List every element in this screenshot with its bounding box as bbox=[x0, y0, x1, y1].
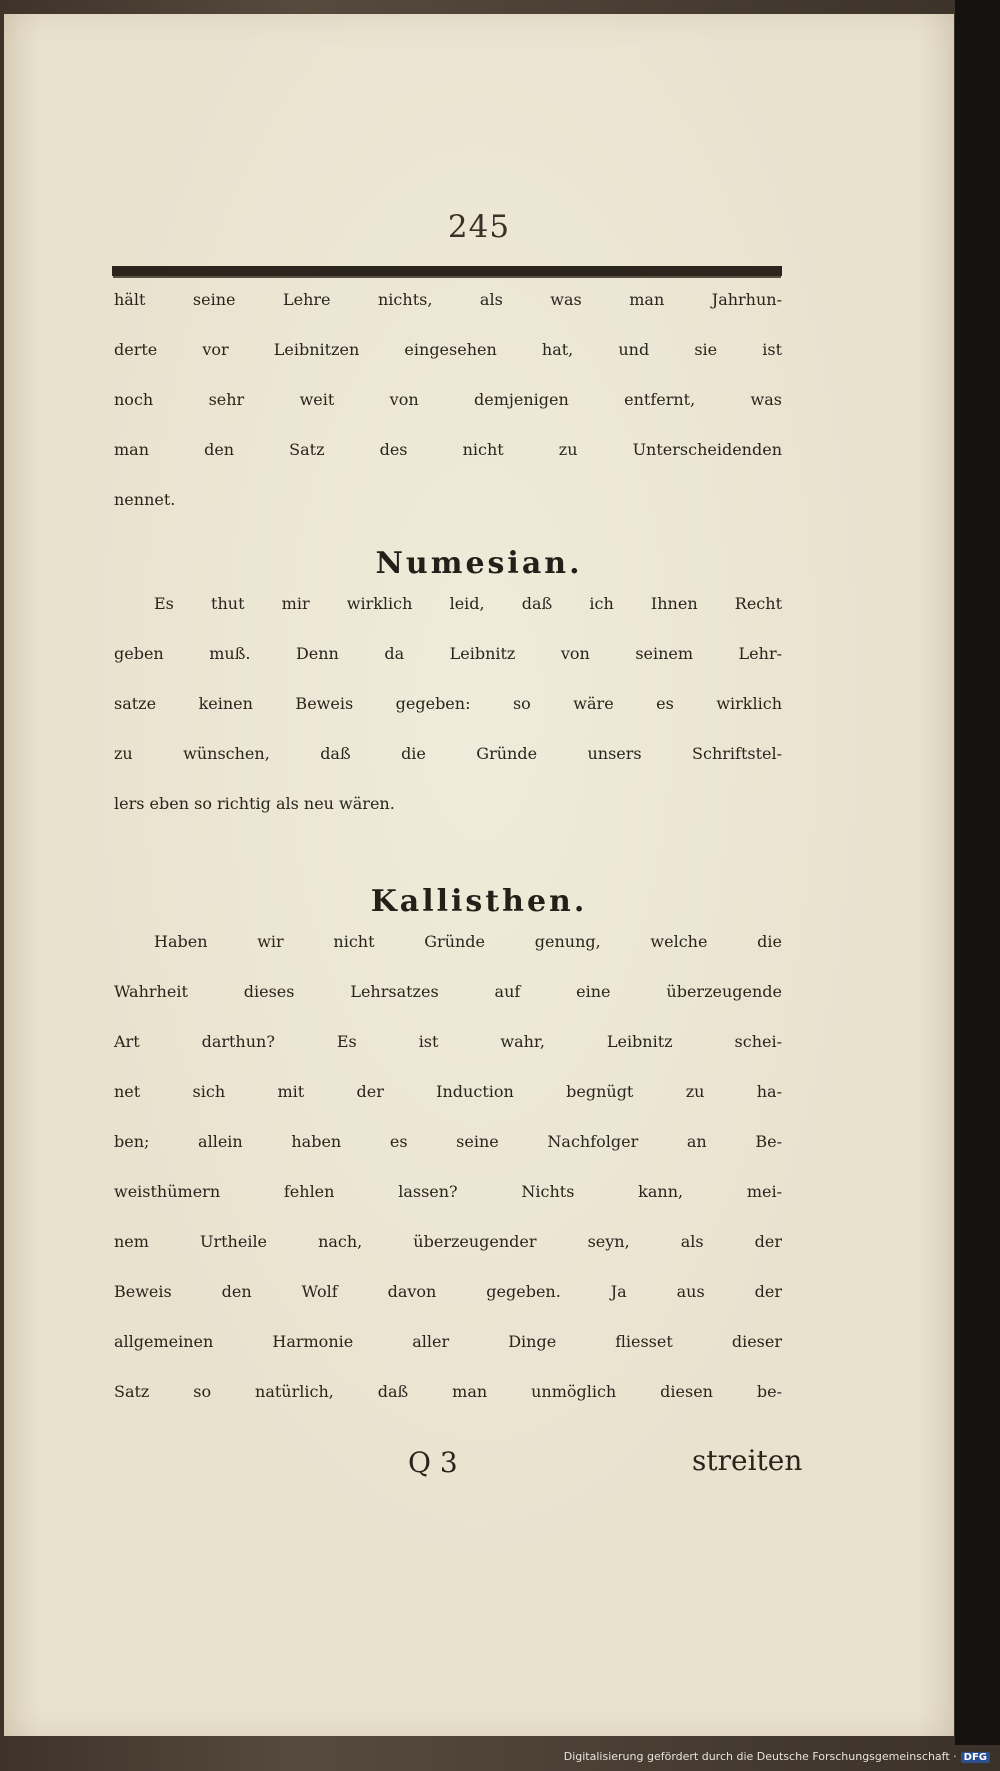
text-line: zu wünschen, daß die Gründe unsers Schriftstel- bbox=[114, 744, 782, 763]
text-line: satze keinen Beweis gegeben: so wäre es wirklich bbox=[114, 694, 782, 713]
text-line: Es thut mir wirklich leid, daß ich Ihnen Recht bbox=[154, 594, 782, 613]
text-line: weisthümern fehlen lassen? Nichts kann, mei- bbox=[114, 1182, 782, 1201]
text-line: Art darthun? Es ist wahr, Leibnitz schei- bbox=[114, 1032, 782, 1051]
dfg-logo-icon: DFG bbox=[961, 1752, 990, 1763]
text-line: nem Urtheile nach, überzeugender seyn, als der bbox=[114, 1232, 782, 1251]
speaker-heading: Numesian. bbox=[375, 546, 583, 581]
signature-mark: Q 3 bbox=[408, 1446, 458, 1479]
text-line: ben; allein haben es seine Nachfolger an Be- bbox=[114, 1132, 782, 1151]
credit-text: Digitalisierung gefördert durch die Deutsche Forschungsgemeinschaft · bbox=[563, 1750, 957, 1763]
text-block-1 bbox=[114, 290, 782, 540]
text-line: Wahrheit dieses Lehrsatzes auf eine überzeugende bbox=[114, 982, 782, 1001]
text-line: allgemeinen Harmonie aller Dinge fliesset dieser bbox=[114, 1332, 782, 1351]
text-line: Satz so natürlich, daß man unmöglich diesen be- bbox=[114, 1382, 782, 1401]
text-line: nennet. bbox=[114, 490, 176, 509]
speaker-heading: Kallisthen. bbox=[370, 884, 588, 919]
text-block-2 bbox=[114, 594, 782, 844]
page-number: 245 bbox=[447, 209, 511, 245]
text-line: Haben wir nicht Gründe genung, welche die bbox=[154, 932, 782, 951]
text-block-3 bbox=[114, 932, 782, 1432]
text-line: noch sehr weit von demjenigen entfernt, was bbox=[114, 390, 782, 409]
text-line: Beweis den Wolf davon gegeben. Ja aus der bbox=[114, 1282, 782, 1301]
text-line: derte vor Leibnitzen eingesehen hat, und sie ist bbox=[114, 340, 782, 359]
text-line: geben muß. Denn da Leibnitz von seinem Lehr- bbox=[114, 644, 782, 663]
header-rule bbox=[112, 266, 782, 276]
text-line: net sich mit der Induction begnügt zu ha- bbox=[114, 1082, 782, 1101]
catchword: streiten bbox=[692, 1444, 803, 1477]
text-line: hält seine Lehre nichts, als was man Jahrhun- bbox=[114, 290, 782, 309]
book-edge bbox=[955, 0, 1000, 1745]
digitization-credit bbox=[560, 1750, 990, 1763]
text-line: lers eben so richtig als neu wären. bbox=[114, 794, 395, 813]
text-line: man den Satz des nicht zu Unterscheidenden bbox=[114, 440, 782, 459]
book-page bbox=[4, 14, 954, 1736]
